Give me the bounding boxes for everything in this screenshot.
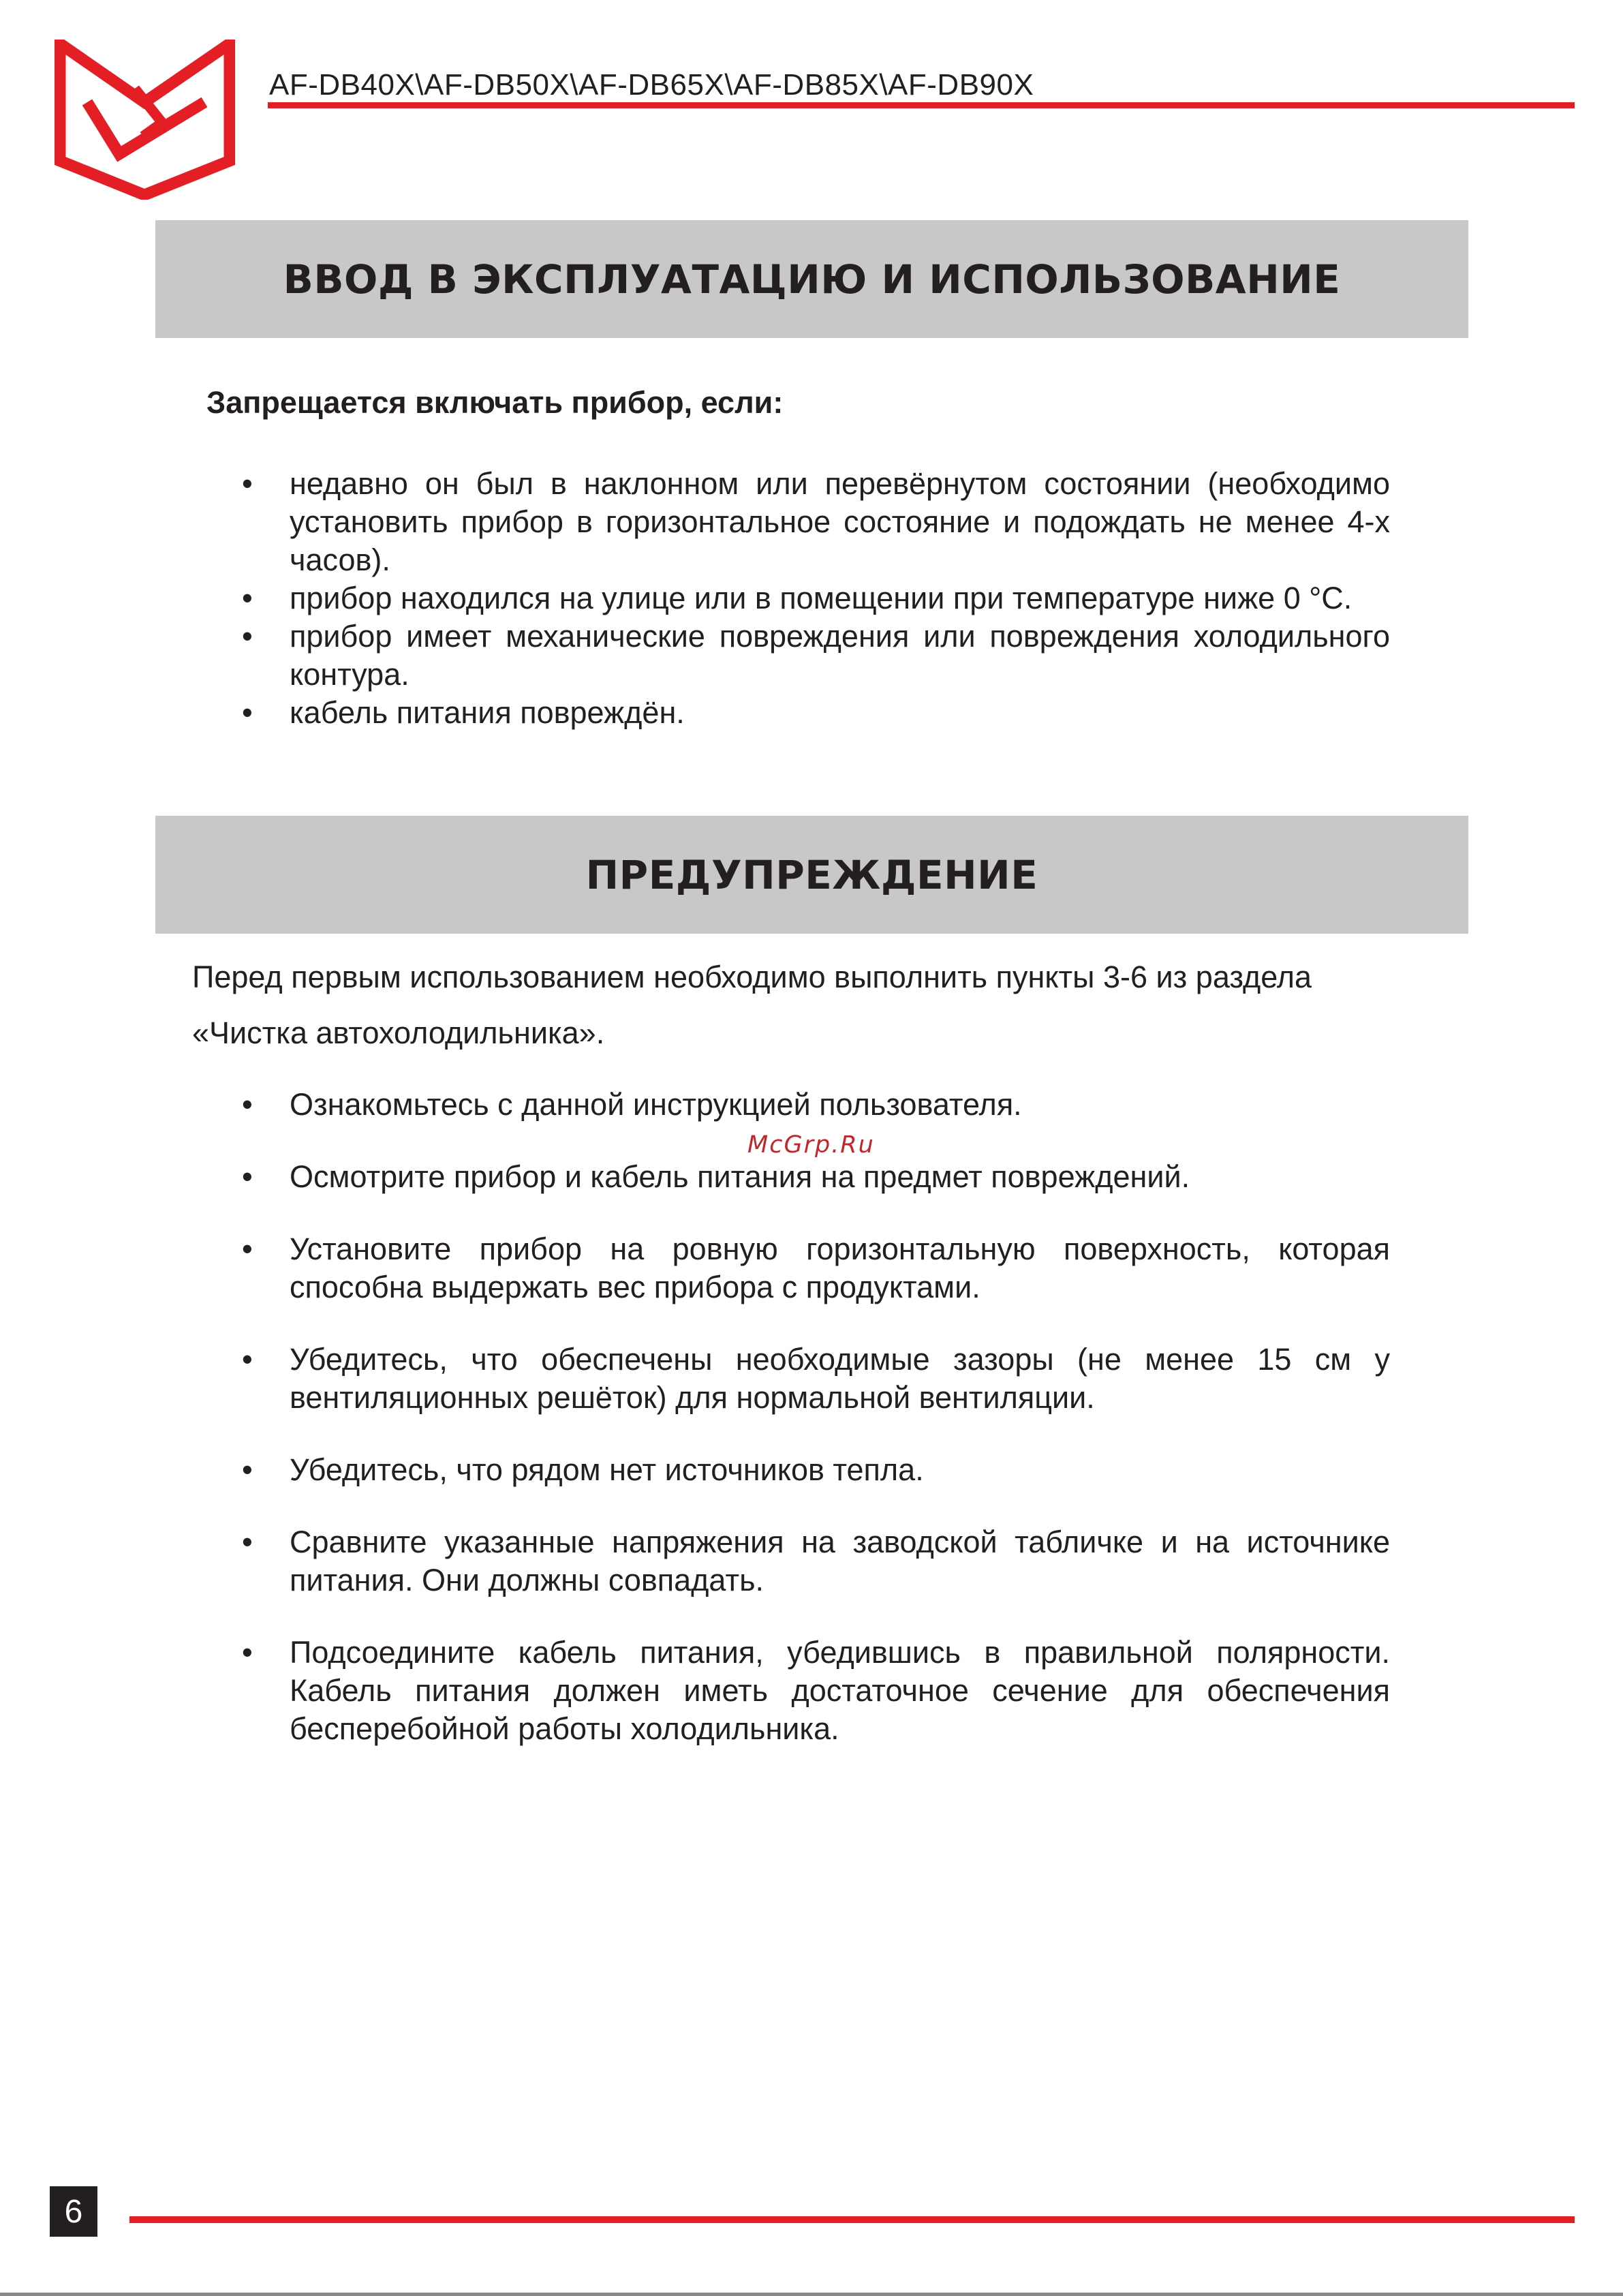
list-item: • Убедитесь, что рядом нет источников тепла. — [234, 1451, 1390, 1489]
section1-prohibitions-list — [234, 465, 1390, 732]
list-item: • Осмотрите прибор и кабель питания на предмет повреждений. — [234, 1158, 1390, 1196]
section1-title: ВВОД В ЭКСПЛУАТАЦИЮ И ИСПОЛЬЗОВАНИЕ — [283, 256, 1341, 303]
bullet-icon: • — [242, 695, 253, 730]
list-item: • Подсоедините кабель питания, убедившись в правильной полярности. Кабель питания должен иметь достаточное сечение для обеспечения бесперебойной работы холодильника. — [242, 1635, 1390, 1746]
bullet-icon: • — [242, 1525, 253, 1559]
section2-instructions-list — [234, 1086, 1390, 1782]
section1-lead: Запрещается включать прибор, если: — [206, 385, 784, 420]
bullet-icon: • — [242, 1452, 253, 1487]
section2-intro: Перед первым использованием необходимо выполнить пункты 3-6 из раздела «Чистка автохолодильника». — [192, 960, 1312, 1050]
page-bottom-edge — [0, 2293, 1623, 2296]
list-item: • кабель питания повреждён. — [234, 694, 1390, 732]
page-number: 6 — [50, 2186, 97, 2237]
bullet-icon: • — [242, 619, 253, 654]
bullet-icon: • — [242, 1342, 253, 1377]
brand-shield-logo-icon — [55, 40, 235, 200]
list-item: • прибор находился на улице или в помещении при температуре ниже 0 °C. — [234, 579, 1390, 617]
bullet-icon: • — [242, 1231, 253, 1266]
list-item: • прибор имеет механические повреждения или повреждения холодильного контура. — [242, 619, 1390, 692]
bullet-icon: • — [242, 1087, 253, 1122]
header-divider — [268, 102, 1575, 108]
section2-title: ПРЕДУПРЕЖДЕНИЕ — [585, 851, 1038, 898]
section1-heading-band — [155, 220, 1468, 338]
list-item: • недавно он был в наклонном или перевёрнутом состоянии (необходимо установить прибор в горизонтальное состояние и подождать не менее 4-х часов). — [242, 466, 1390, 577]
list-item: • Сравните указанные напряжения на заводской табличке и на источнике питания. Они должны совпадать. — [242, 1525, 1390, 1597]
footer-divider — [129, 2216, 1575, 2223]
bullet-icon: • — [242, 1159, 253, 1194]
bullet-icon: • — [242, 581, 253, 615]
bullet-icon: • — [242, 1635, 253, 1670]
section2-heading-band — [155, 816, 1468, 934]
bullet-icon: • — [242, 466, 253, 501]
header-model-list: AF-DB40X\AF-DB50X\AF-DB65X\AF-DB85X\AF-DB90X — [269, 68, 1034, 102]
list-item: • Ознакомьтесь с данной инструкцией пользователя. — [234, 1086, 1390, 1124]
watermark: McGrp.Ru — [747, 1131, 875, 1159]
list-item: • Установите прибор на ровную горизонтальную поверхность, которая способна выдержать вес прибора с продуктами. — [242, 1231, 1390, 1304]
list-item: • Убедитесь, что обеспечены необходимые зазоры (не менее 15 см у вентиляционных решёток) для нормальной вентиляции. — [242, 1342, 1390, 1415]
